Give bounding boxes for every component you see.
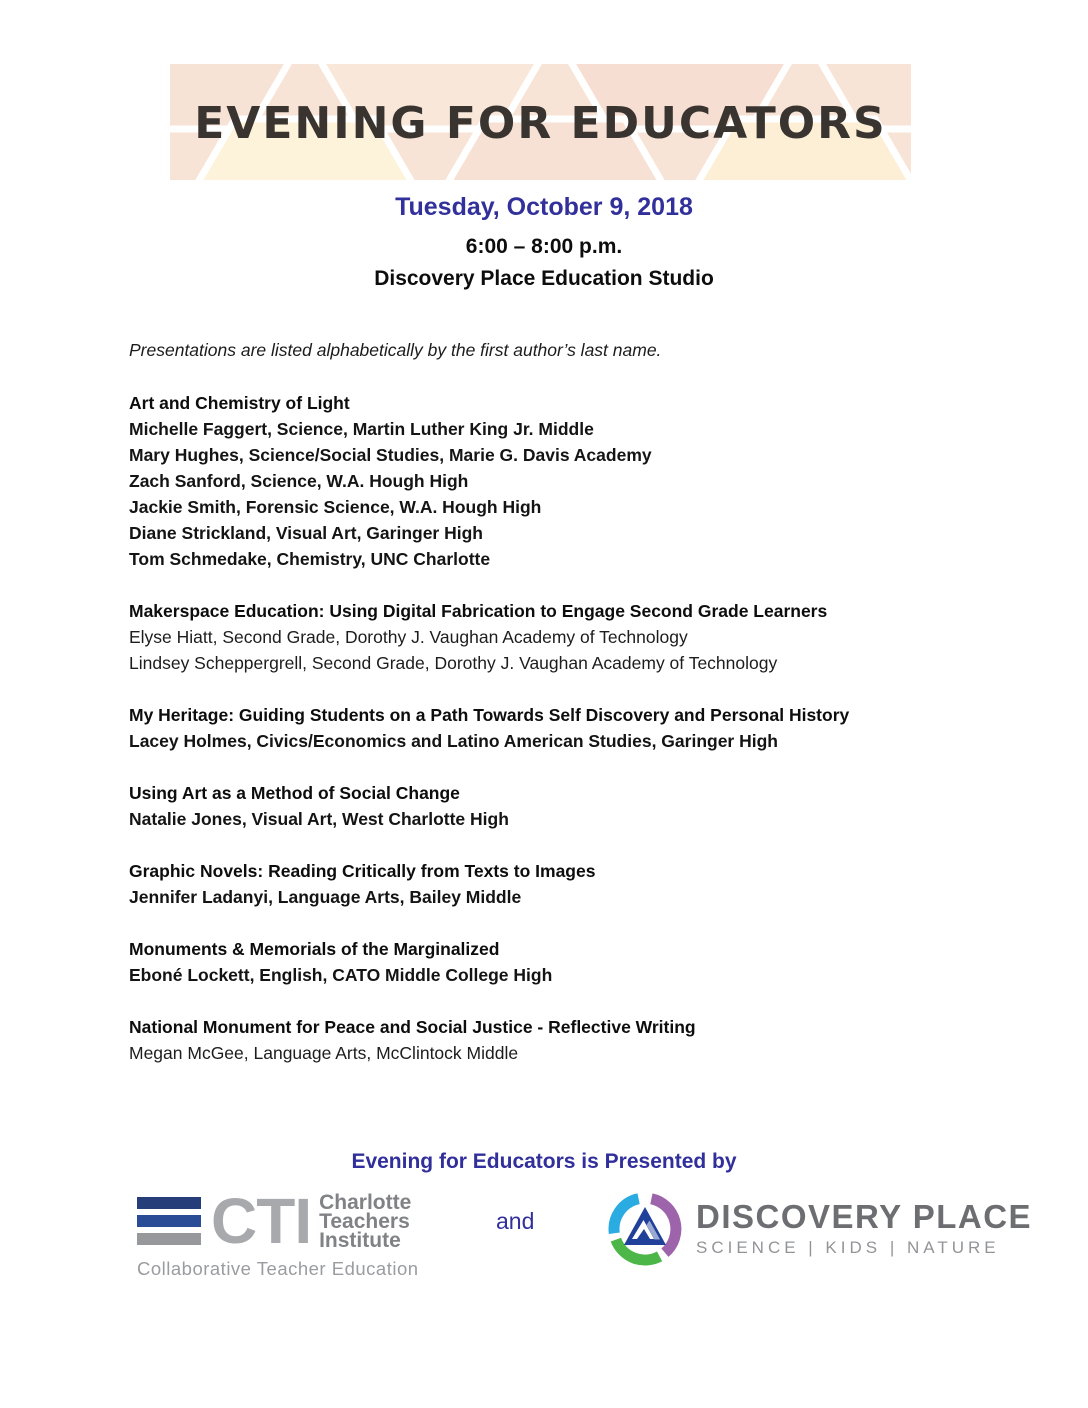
discovery-place-ring-icon bbox=[608, 1192, 682, 1266]
sessions-list bbox=[129, 390, 989, 1092]
discovery-place-logo bbox=[608, 1192, 1032, 1266]
session bbox=[129, 936, 989, 988]
presenter-line: Tom Schmedake, Chemistry, UNC Charlotte bbox=[129, 549, 491, 569]
session-title: Monuments & Memorials of the Marginalized bbox=[129, 939, 500, 959]
cti-bar-dark-blue bbox=[137, 1197, 201, 1209]
session bbox=[129, 390, 989, 572]
session bbox=[129, 858, 989, 910]
session-title: My Heritage: Guiding Students on a Path Towards Self Discovery and Personal History bbox=[129, 705, 850, 725]
cti-name-line: Charlotte bbox=[319, 1190, 412, 1214]
presenters-group bbox=[129, 416, 989, 572]
session-title: Using Art as a Method of Social Change bbox=[129, 783, 460, 803]
event-date: Tuesday, October 9, 2018 bbox=[395, 193, 693, 221]
presenters-group bbox=[129, 624, 989, 676]
presenter-line: Jackie Smith, Forensic Science, W.A. Hough High bbox=[129, 497, 542, 517]
discovery-place-text bbox=[696, 1200, 1032, 1258]
cti-acronym: CTI bbox=[211, 1185, 312, 1257]
presenter-line: Jennifer Ladanyi, Language Arts, Bailey Middle bbox=[129, 887, 522, 907]
banner-title: EVENING FOR EDUCATORS bbox=[194, 97, 887, 149]
session-title: Makerspace Education: Using Digital Fabrication to Engage Second Grade Learners bbox=[129, 601, 828, 621]
presenter-line: Lindsey Scheppergrell, Second Grade, Dorothy J. Vaughan Academy of Technology bbox=[129, 653, 778, 673]
discovery-place-name: DISCOVERY PLACE bbox=[696, 1198, 1033, 1235]
cti-name bbox=[319, 1190, 412, 1252]
banner bbox=[170, 64, 911, 180]
event-heading bbox=[0, 192, 1088, 292]
presenter-line: Megan McGee, Language Arts, McClintock Middle bbox=[129, 1043, 519, 1063]
event-time: 6:00 – 8:00 p.m. bbox=[465, 235, 623, 258]
event-venue: Discovery Place Education Studio bbox=[374, 267, 714, 290]
presented-by-heading: Evening for Educators is Presented by bbox=[351, 1150, 737, 1173]
presenter-line: Zach Sanford, Science, W.A. Hough High bbox=[129, 471, 469, 491]
presenters-group bbox=[129, 728, 989, 754]
cti-bars-icon bbox=[137, 1197, 201, 1245]
and-label: and bbox=[496, 1208, 535, 1234]
presenter-line: Natalie Jones, Visual Art, West Charlotte High bbox=[129, 809, 509, 829]
cti-name-line: Teachers bbox=[319, 1209, 410, 1233]
presenters-group bbox=[129, 962, 989, 988]
session bbox=[129, 1014, 989, 1066]
presenter-line: Diane Strickland, Visual Art, Garinger High bbox=[129, 523, 483, 543]
cti-name-line: Institute bbox=[319, 1228, 401, 1252]
session-title: Graphic Novels: Reading Critically from Texts to Images bbox=[129, 861, 596, 881]
session bbox=[129, 702, 989, 754]
presenter-line: Lacey Holmes, Civics/Economics and Latino American Studies, Garinger High bbox=[129, 731, 778, 751]
discovery-place-triangle-icon bbox=[624, 1207, 666, 1245]
cti-tagline: Collaborative Teacher Education bbox=[137, 1258, 419, 1279]
session-title: Art and Chemistry of Light bbox=[129, 393, 350, 413]
presenters-group bbox=[129, 1040, 989, 1066]
cti-bar-gray bbox=[137, 1233, 201, 1245]
presenter-line: Mary Hughes, Science/Social Studies, Marie G. Davis Academy bbox=[129, 445, 652, 465]
presenters-group bbox=[129, 806, 989, 832]
presenter-line: Elyse Hiatt, Second Grade, Dorothy J. Vaughan Academy of Technology bbox=[129, 627, 688, 647]
presenter-line: Eboné Lockett, English, CATO Middle College High bbox=[129, 965, 553, 985]
intro-note: Presentations are listed alphabetically by the first author’s last name. bbox=[129, 340, 662, 360]
session bbox=[129, 780, 989, 832]
cti-logo-top bbox=[137, 1185, 412, 1257]
session bbox=[129, 598, 989, 676]
session-title: National Monument for Peace and Social Justice - Reflective Writing bbox=[129, 1017, 696, 1037]
cti-logo bbox=[137, 1185, 419, 1280]
presenter-line: Michelle Faggert, Science, Martin Luther King Jr. Middle bbox=[129, 419, 594, 439]
presenters-group bbox=[129, 884, 989, 910]
discovery-place-subtitle: SCIENCE | KIDS | NATURE bbox=[696, 1238, 1000, 1257]
cti-bar-blue bbox=[137, 1215, 201, 1227]
